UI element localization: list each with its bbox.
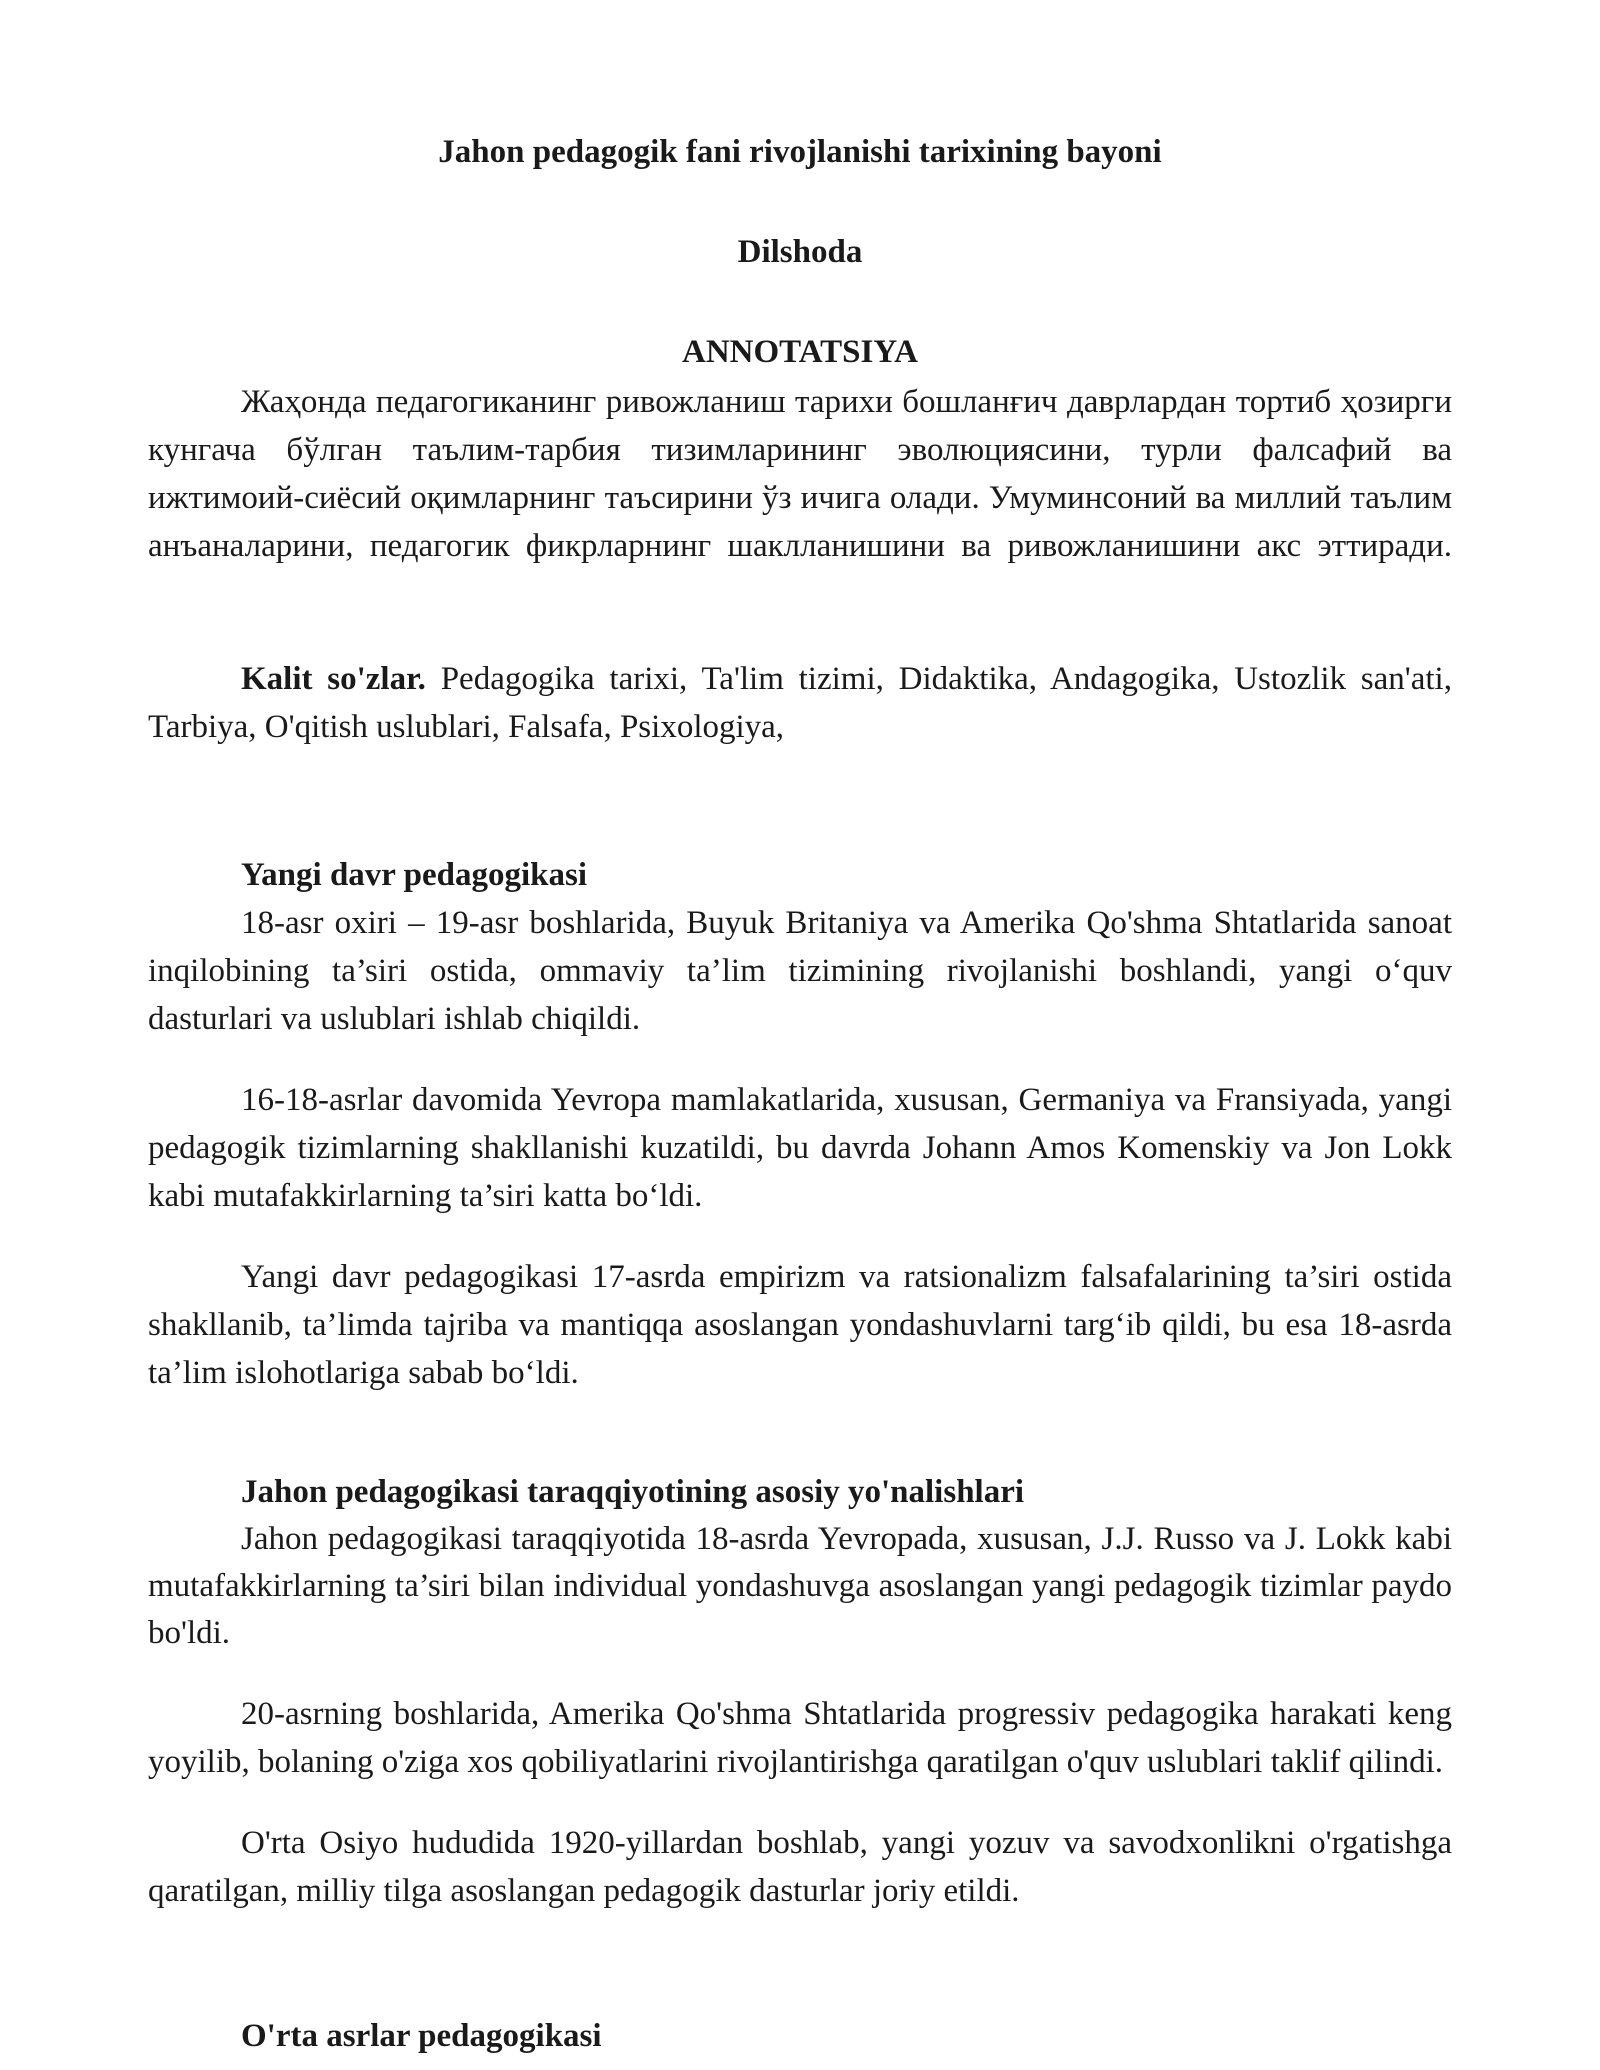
paragraph: 16-18-asrlar davomida Yevropa mamlakatlarida, xususan, Germaniya va Fransiyada, yangi pedagogik tizimlarning shakllanishi kuzatildi, bu davrda Johann Amos Komenskiy va Jon Lokk kabi mutafakkirlarning ta’siri katta bo‘ldi. [148,1082,1452,1214]
section-orta-asrlar [148,2012,1452,2060]
section-heading: Jahon pedagogikasi taraqqiyotining asosiy yo'nalishlari [241,1474,1025,1510]
annotation-heading: ANNOTATSIYA [682,334,918,370]
keywords-label: Kalit so'zlar. [241,661,426,697]
paragraph: Jahon pedagogikasi taraqqiyotida 18-asrda Yevropada, xususan, J.J. Russo va J. Lokk kabi mutafakkirlarning ta’siri bilan individual yondashuvga asoslangan yangi pedagogik tizimlar paydo bo'ldi. [148,1521,1452,1651]
annotation-paragraph: Жаҳонда педагогиканинг ривожланиш тарихи бошланғич даврлардан тортиб ҳозирги кунгача бўлган таълим-тарбия тизимларининг эволюциясини, турли фалсафий ва ижтимоий-сиёсий оқимларнинг таъсирини ўз ичига олади. Умуминсоний ва миллий таълим анъаналарини, педагогик фикрларнинг шаклланишини ва ривожланишини акс эттиради. [148,384,1452,564]
section-heading: Yangi davr pedagogikasi [241,857,587,893]
section-yangi-davr [148,851,1452,1397]
section-asosiy-yonalishlar [148,1468,1452,1915]
document-title: Jahon pedagogik fani rivojlanishi tarixining bayoni [438,134,1162,170]
paragraph: 18-asr oxiri – 19-asr boshlarida, Buyuk Britaniya va Amerika Qo'shma Shtatlarida sanoat inqilobining ta’siri ostida, ommaviy ta’lim tizimining rivojlanishi boshlandi, yangi o‘quv dasturlari va uslublari ishlab chiqildi. [148,905,1452,1037]
keywords-block [148,655,1452,751]
paragraph: Yangi davr pedagogikasi 17-asrda empirizm va ratsionalizm falsafalarining ta’siri ostida shakllanib, ta’limda tajriba va mantiqqa asoslangan yondashuvlarni targ‘ib qildi, bu esa 18-asrda ta’lim islohotlariga sabab bo‘ldi. [148,1259,1452,1391]
section-heading: O'rta asrlar pedagogikasi [241,2018,602,2054]
paragraph: O'rta Osiyo hududida 1920-yillardan boshlab, yangi yozuv va savodxonlikni o'rgatishga qaratilgan, milliy tilga asoslangan pedagogik dasturlar joriy etildi. [148,1825,1452,1909]
author-name: Dilshoda [737,234,863,270]
annotation-body [148,378,1452,570]
keywords-paragraph [148,655,1452,751]
paragraph: 20-asrning boshlarida, Amerika Qo'shma Shtatlarida progressiv pedagogika harakati keng yoyilib, bolaning o'ziga xos qobiliyatlarini rivojlantirishga qaratilgan o'quv uslublari taklif qilindi. [148,1696,1452,1780]
keywords-list: Pedagogika tarixi, Ta'lim tizimi, Didaktika, Andagogika, Ustozlik san'ati, Tarbiya, O'qitish uslublari, Falsafa, Psixologiya, [148,661,1452,745]
